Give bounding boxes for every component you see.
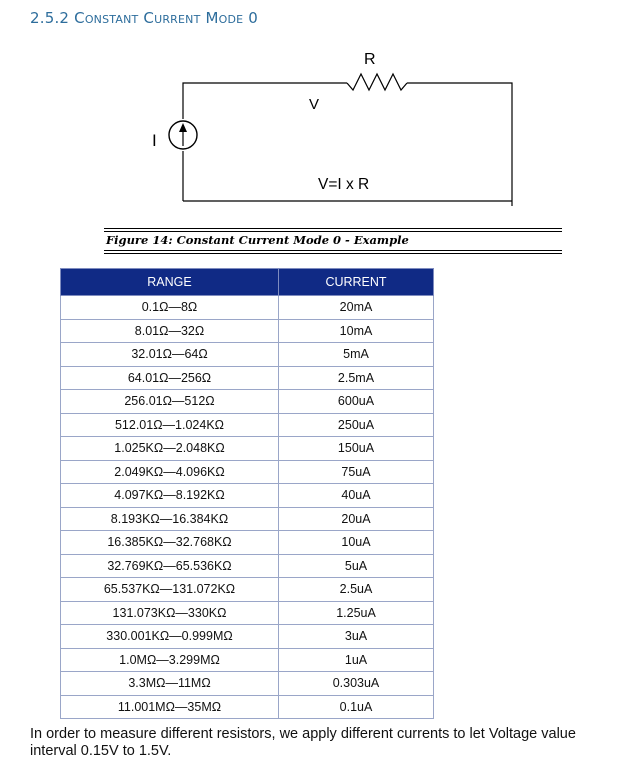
table-row	[61, 460, 434, 484]
range-cell: 512.01Ω—1.024KΩ	[61, 413, 279, 437]
explanation-text: In order to measure different resistors, we apply different currents to let Voltage value interval 0.15V to 1.5V.	[30, 726, 576, 759]
range-cell: 32.01Ω—64Ω	[61, 343, 279, 367]
range-cell: 16.385KΩ—32.768KΩ	[61, 531, 279, 555]
current-cell: 20uA	[279, 507, 434, 531]
current-cell: 40uA	[279, 484, 434, 508]
table-row	[61, 672, 434, 696]
range-cell: 64.01Ω—256Ω	[61, 366, 279, 390]
range-column-header: RANGE	[61, 269, 279, 296]
table-row	[61, 343, 434, 367]
range-cell: 65.537KΩ—131.072KΩ	[61, 578, 279, 602]
current-cell: 150uA	[279, 437, 434, 461]
table-row	[61, 601, 434, 625]
circuit-diagram	[140, 45, 530, 215]
table-body	[61, 296, 434, 719]
caption-rule-bottom-inner	[104, 253, 562, 254]
range-cell: 1.025KΩ—2.048KΩ	[61, 437, 279, 461]
current-cell: 2.5mA	[279, 366, 434, 390]
current-cell: 10uA	[279, 531, 434, 555]
caption-rule-top-inner	[104, 231, 562, 232]
table-header-row	[61, 269, 434, 296]
range-current-table	[60, 268, 434, 719]
range-cell: 1.0MΩ—3.299MΩ	[61, 648, 279, 672]
caption-rule-top	[104, 228, 562, 229]
current-cell: 1.25uA	[279, 601, 434, 625]
table-row	[61, 625, 434, 649]
table-row	[61, 484, 434, 508]
current-cell: 1uA	[279, 648, 434, 672]
current-cell: 0.303uA	[279, 672, 434, 696]
range-cell: 4.097KΩ—8.192KΩ	[61, 484, 279, 508]
range-cell: 8.193KΩ—16.384KΩ	[61, 507, 279, 531]
formula-label: V=I x R	[318, 176, 370, 193]
current-label: I	[152, 131, 157, 150]
table-row	[61, 554, 434, 578]
current-cell: 20mA	[279, 296, 434, 320]
resistor-zigzag	[347, 74, 407, 90]
current-column-header: CURRENT	[279, 269, 434, 296]
current-cell: 600uA	[279, 390, 434, 414]
current-cell: 250uA	[279, 413, 434, 437]
range-cell: 256.01Ω—512Ω	[61, 390, 279, 414]
current-cell: 3uA	[279, 625, 434, 649]
range-cell: 8.01Ω—32Ω	[61, 319, 279, 343]
section-title: Constant Current Mode 0	[74, 9, 258, 27]
current-cell: 5mA	[279, 343, 434, 367]
range-cell: 330.001KΩ—0.999MΩ	[61, 625, 279, 649]
table-row	[61, 578, 434, 602]
table-row	[61, 366, 434, 390]
resistor-label: R	[364, 51, 376, 68]
current-cell: 75uA	[279, 460, 434, 484]
current-cell: 2.5uA	[279, 578, 434, 602]
table-row	[61, 296, 434, 320]
voltage-label: V	[309, 96, 320, 113]
range-cell: 2.049KΩ—4.096KΩ	[61, 460, 279, 484]
range-cell: 131.073KΩ—330KΩ	[61, 601, 279, 625]
table-row	[61, 531, 434, 555]
current-cell: 10mA	[279, 319, 434, 343]
current-cell: 5uA	[279, 554, 434, 578]
table-row	[61, 413, 434, 437]
table-row	[61, 695, 434, 719]
figure-caption: Figure 14: Constant Current Mode 0 - Example	[106, 233, 409, 247]
table-row	[61, 648, 434, 672]
circuit-wire-right	[407, 83, 512, 206]
table-row	[61, 507, 434, 531]
range-cell: 32.769KΩ—65.536KΩ	[61, 554, 279, 578]
current-cell: 0.1uA	[279, 695, 434, 719]
range-cell: 11.001MΩ—35MΩ	[61, 695, 279, 719]
range-cell: 0.1Ω—8Ω	[61, 296, 279, 320]
circuit-wire-top-left	[183, 83, 347, 119]
range-cell: 3.3MΩ—11MΩ	[61, 672, 279, 696]
section-number: 2.5.2	[30, 9, 70, 27]
table-row	[61, 437, 434, 461]
section-heading	[30, 9, 258, 27]
table-row	[61, 390, 434, 414]
table-row	[61, 319, 434, 343]
caption-rule-bottom	[104, 250, 562, 251]
